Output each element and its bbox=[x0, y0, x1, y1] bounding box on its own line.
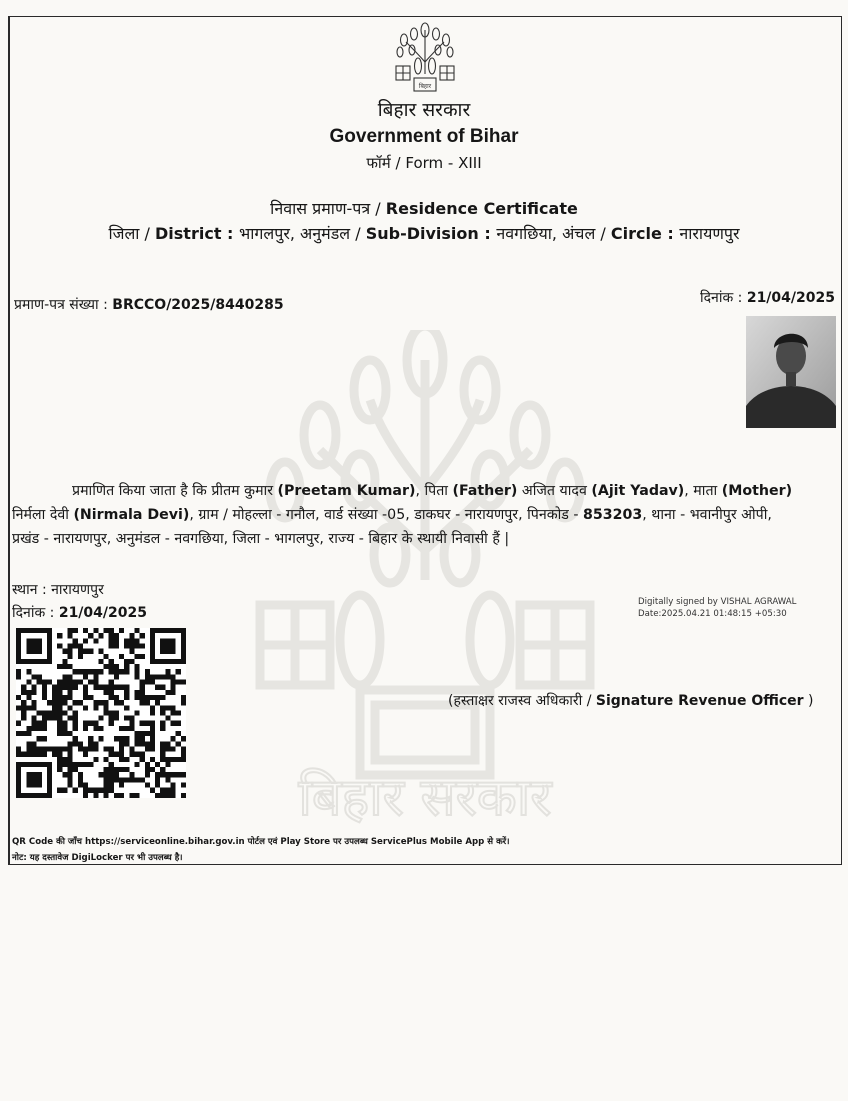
body-line-2 bbox=[12, 503, 840, 527]
certificate-number-value: BRCCO/2025/8440285 bbox=[112, 297, 284, 313]
certificate-title bbox=[0, 197, 848, 219]
footer-digilocker-note: नोट: यह दस्तावेज DigiLocker पर भी उपलब्ध है। bbox=[12, 853, 183, 863]
holder-name-english: (Preetam Kumar) bbox=[277, 483, 416, 499]
bihar-emblem-icon bbox=[390, 22, 460, 94]
title-hindi: बिहार सरकार bbox=[377, 99, 471, 121]
mother-label: (Mother) bbox=[721, 483, 793, 499]
place-date-value: 21/04/2025 bbox=[58, 605, 147, 621]
mother-name-english: (Nirmala Devi) bbox=[73, 507, 190, 523]
signature-caption-close: ) bbox=[803, 693, 814, 709]
issue-date-label: दिनांक : bbox=[700, 290, 747, 306]
issue-date bbox=[700, 288, 835, 307]
subdivision-value: नवगछिया, अंचल / bbox=[496, 224, 611, 243]
watermark-emblem bbox=[250, 330, 600, 830]
circle-value: नारायणपुर bbox=[679, 224, 740, 243]
place-date bbox=[12, 603, 147, 622]
title-english: Government of Bihar bbox=[329, 126, 519, 147]
place-label: स्थान : bbox=[12, 582, 52, 598]
signature-caption bbox=[448, 691, 813, 710]
district-label: District : bbox=[155, 224, 239, 243]
district-line bbox=[0, 222, 848, 244]
body-text-segment: , माता bbox=[684, 483, 722, 499]
subdivision-label: Sub-Division : bbox=[365, 224, 497, 243]
holder-photo bbox=[746, 316, 836, 428]
body-text-segment: प्रमाणित किया जाता है कि प्रीतम कुमार bbox=[72, 483, 278, 499]
issue-date-value: 21/04/2025 bbox=[746, 290, 835, 306]
place bbox=[12, 580, 104, 599]
body-text-segment: , ग्राम / मोहल्ला - गनौल, वार्ड संख्या -05, डाकघर - नारायणपुर, पिनकोड - bbox=[189, 507, 584, 523]
certificate-title-english: Residence Certificate bbox=[385, 199, 578, 218]
footer-qr-note: QR Code की जाँच https://serviceonline.bihar.gov.in पोर्टल एवं Play Store पर उपलब्ध ServicePlus Mobile App से करें। bbox=[12, 837, 510, 847]
digital-signature bbox=[638, 596, 796, 620]
certificate-number bbox=[14, 295, 284, 314]
watermark-text: बिहार सरकार bbox=[298, 768, 552, 828]
place-value: नारायणपुर bbox=[51, 582, 104, 598]
father-name-english: (Ajit Yadav) bbox=[591, 483, 685, 499]
signature-caption-english: Signature Revenue Officer bbox=[595, 693, 804, 709]
certificate-title-hindi: निवास प्रमाण-पत्र / bbox=[270, 199, 386, 218]
digital-signature-date: Date:2025.04.21 01:48:15 +05:30 bbox=[638, 609, 787, 619]
place-date-label: दिनांक : bbox=[12, 605, 59, 621]
emblem-label: बिहार bbox=[418, 83, 432, 90]
certificate-body bbox=[12, 479, 840, 551]
digital-signature-signer: Digitally signed by VISHAL AGRAWAL bbox=[638, 597, 797, 607]
certificate-number-label: प्रमाण-पत्र संख्या : bbox=[14, 297, 113, 313]
body-text-segment: अजित यादव bbox=[517, 483, 592, 499]
verification-qr-code bbox=[16, 628, 186, 798]
circle-label: Circle : bbox=[610, 224, 680, 243]
body-line-3: प्रखंड - नारायणपुर, अनुमंडल - नवगछिया, जिला - भागलपुर, राज्य - बिहार के स्थायी निवासी हैं | bbox=[12, 531, 510, 547]
body-line-1 bbox=[12, 479, 840, 503]
body-text-segment: , थाना - भवानीपुर ओपी, bbox=[642, 507, 772, 523]
father-label: (Father) bbox=[452, 483, 518, 499]
district-value: भागलपुर, अनुमंडल / bbox=[239, 224, 366, 243]
signature-caption-hindi: (हस्ताक्षर राजस्व अधिकारी / bbox=[448, 693, 596, 709]
form-label: फॉर्म / Form - XIII bbox=[366, 154, 482, 172]
district-label-hindi: जिला / bbox=[108, 224, 156, 243]
body-text-segment: , पिता bbox=[415, 483, 453, 499]
pincode: 853203 bbox=[583, 507, 643, 523]
body-text-segment: निर्मला देवी bbox=[12, 507, 74, 523]
